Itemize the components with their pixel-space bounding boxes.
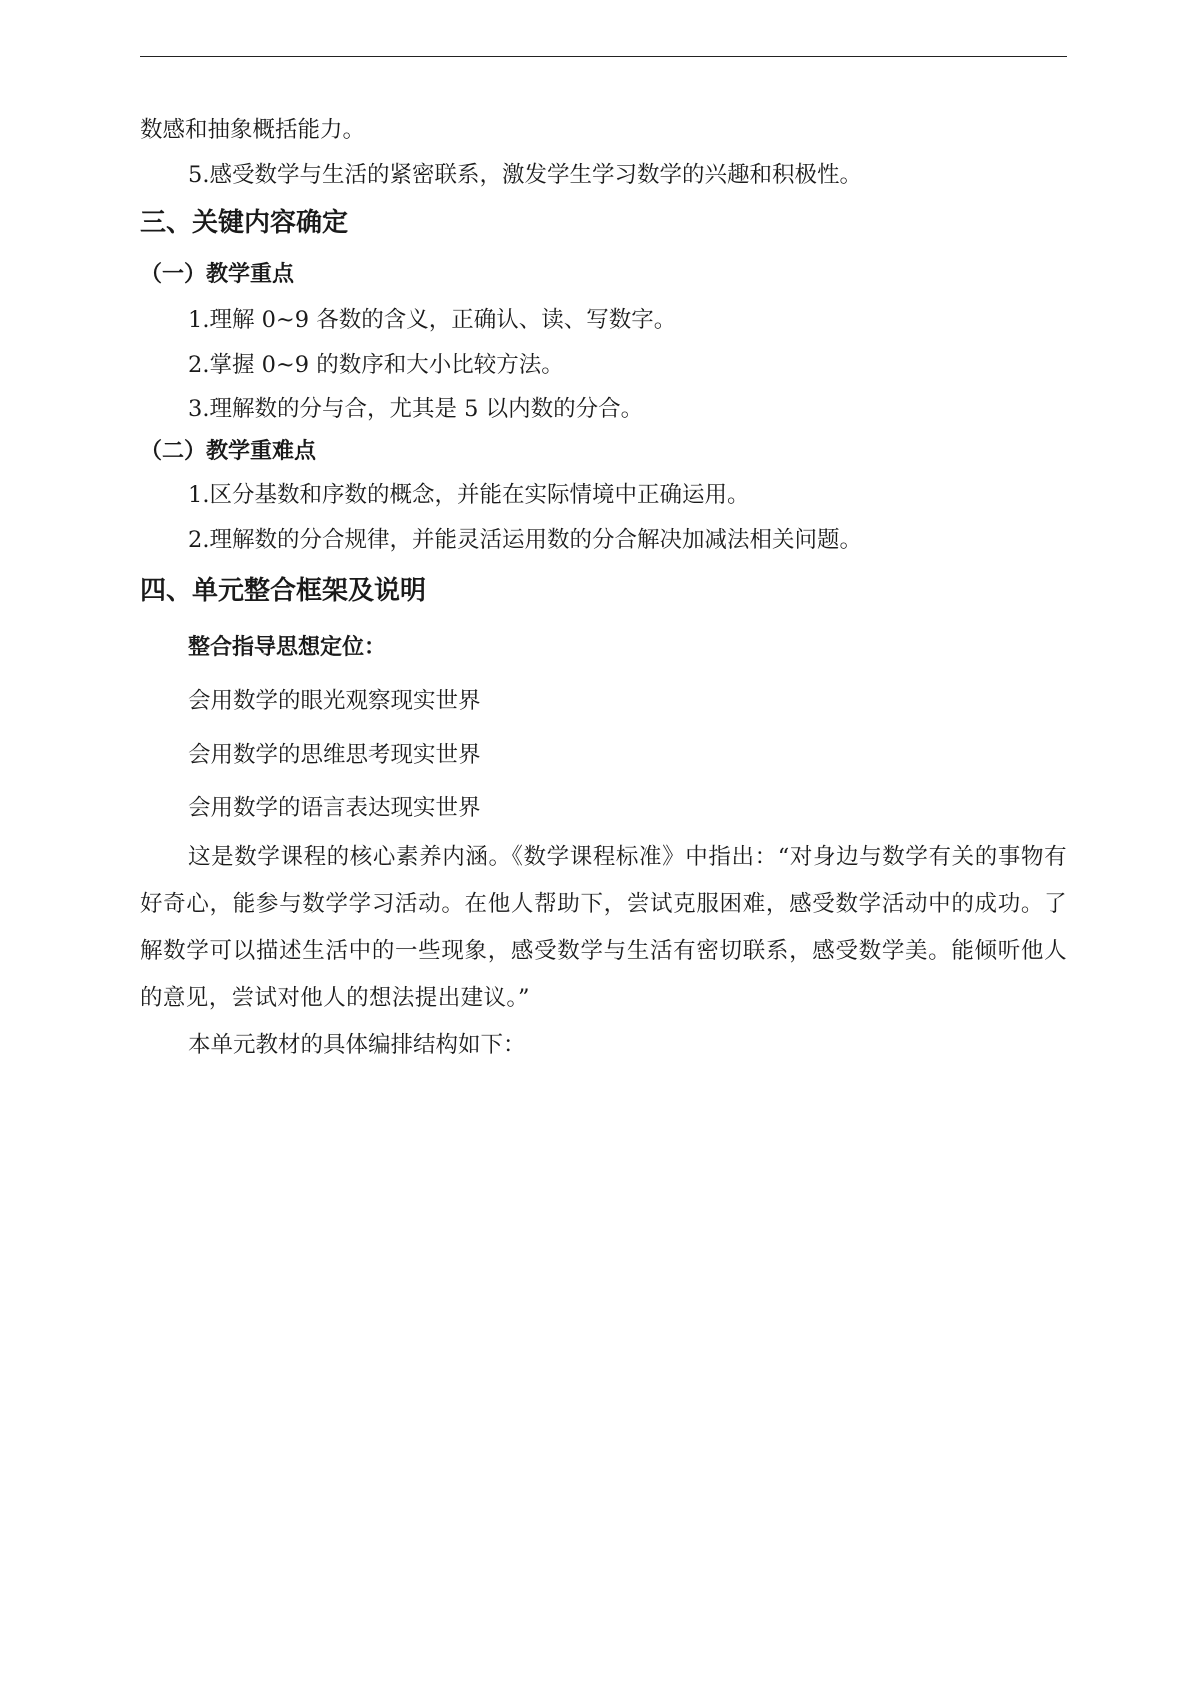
subsection-teaching-focus-heading: （一）教学重点 — [140, 262, 295, 287]
section-3-heading: 三、关键内容确定 — [140, 208, 349, 238]
section-4-heading: 四、单元整合框架及说明 — [140, 576, 427, 606]
subsection-difficulties-heading: （二）教学重难点 — [140, 439, 317, 464]
list-item: 1.理解 0~9 各数的含义，正确认、读、写数字。 — [188, 307, 677, 333]
guide-item: 会用数学的眼光观察现实世界 — [188, 688, 481, 714]
header-rule — [140, 56, 1067, 57]
objective-5: 5.感受数学与生活的紧密联系，激发学生学习数学的兴趣和积极性。 — [188, 162, 862, 188]
guide-title: 整合指导思想定位： — [188, 635, 387, 660]
closing-line: 本单元教材的具体编排结构如下： — [188, 1032, 526, 1058]
guide-item: 会用数学的语言表达现实世界 — [188, 795, 481, 821]
list-item: 2.掌握 0~9 的数序和大小比较方法。 — [188, 352, 564, 378]
list-item: 3.理解数的分与合，尤其是 5 以内数的分合。 — [188, 396, 644, 422]
continuation-text: 数感和抽象概括能力。 — [140, 117, 366, 143]
list-item: 1.区分基数和序数的概念，并能在实际情境中正确运用。 — [188, 482, 750, 508]
standard-quote-paragraph: 这是数学课程的核心素养内涵。《数学课程标准》中指出：“对身边与数学有关的事物有好奇心，能参与数学学习活动。在他人帮助下，尝试克服困难，感受数学活动中的成功。了解数学可以描述生活中的一些现象，感受数学与生活有密切联系，感受数学美。能倾听他人的意见，尝试对他人的想法提出建议。” — [140, 844, 1067, 1011]
list-item: 2.理解数的分合规律，并能灵活运用数的分合解决加减法相关问题。 — [188, 527, 862, 553]
guide-item: 会用数学的思维思考现实世界 — [188, 742, 481, 768]
